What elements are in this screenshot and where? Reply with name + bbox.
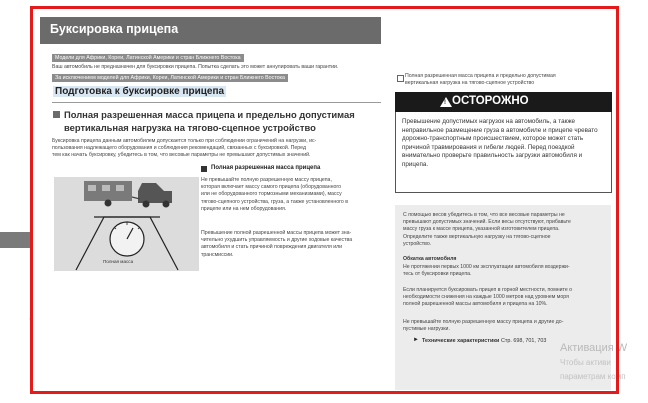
mass-line: тягово-сцепного устройства, груза, а также установленного в [201,198,348,205]
panel-line: Определите также вертикальную нагрузку на тягово-сцепное [403,233,551,240]
panel-line: Не протяжении первых 1000 км эксплуатации автомобиля воздержи- [403,264,570,270]
mass-heading: Полная разрешенная масса прицепа [211,165,321,171]
warning-text: Превышение допустимых нагрузок на автомобиль, а также неправильное размещение груза в автомобиле и прицепе чревато дорожно-транспортным происшествием, которое может стать причиной травмирования и гибели людей. Перед поездкой внимательно проверьте правильность загрузки автомобиля и прицепа. [402,118,598,168]
warning-title: ОСТОРОЖНО [452,95,529,107]
reference-arrow-icon: ► [413,337,419,343]
intro-line: Буксировка прицепа данным автомобилем допускается только при соблюдении ограничений на нагрузки, ис- [52,138,317,144]
panel-line: тесь от буксировки прицепа. [403,271,472,278]
mass-line: автомобиля и стать причиной повреждения двигателя или [201,244,343,251]
chapter-side-text: Во время движения [28,283,33,320]
subsection-title-line1: Полная разрешенная масса прицепа и предельно допустимая [64,109,355,120]
subsection-title-line2: вертикальная нагрузка на тягово-сцепное устройство [64,122,316,133]
mass-line: Превышение полной разрешенной массы прицепа может зна- [201,230,352,236]
reference-label: Технические характеристики [422,338,500,344]
region-note-1: Ваш автомобиль не предназначен для буксировки прицепа. Попытка сделать это может аннулировать ваши гарантии. [52,64,339,70]
highlight-frame [30,6,619,394]
page-title: Буксировка прицепа [50,22,179,36]
mass-line: чительно ухудшить управляемость и другие ходовые качества [201,237,353,244]
panel-line: пустимые нагрузки. [403,326,450,333]
region-tag-2: За исключением моделей для Африки, Кореи, Латинской Америки и стран Ближнего Востока [52,74,288,82]
activation-watermark-line: параметрам комп [560,372,626,381]
panel-line: полной разрешенной массы автомобиля и прицепа на 10%. [403,301,548,308]
note-line-2: вертикальная нагрузка на тягово-сцепное устройство [405,80,535,86]
panel-line: С помощью весов убедитесь в том, что все весовые параметры не [403,212,565,218]
mass-line: прицепе или на нем оборудования. [201,205,287,212]
activation-watermark-title: Активация W [560,342,628,354]
illustration-label: Полная масса [103,259,134,264]
panel-line: устройство. [403,240,432,247]
section-title: Подготовка к буксировке прицепа [55,86,225,97]
mass-line: или не оборудованного тормозными механизмами), массу [201,191,342,198]
activation-watermark-line: Чтобы активи [560,358,611,367]
panel-line: массу груза к массе прицепа, указанной изготовителем прицепа. [403,226,560,233]
panel-line: необходимости снижения на каждые 1000 метров над уровнем моря [403,294,569,301]
reference-pages: Стр. 698, 701, 703 [501,338,547,344]
mass-line: трансмиссии. [201,251,234,258]
warning-exclamation-icon: ! [444,100,446,106]
chapter-tab [0,232,33,248]
panel-line: превышают допустимых значений. Если весы отсутствуют, прибавьте [403,219,571,226]
panel-line: Если планируется буксировать прицеп в горной местности, помните о [403,287,573,293]
region-tag-1: Модели для Африки, Кореи, Латинской Америки и стран Ближнего Востока [52,54,244,62]
note-line-1: Полная разрешенная масса прицепа и предельно допустимая [405,73,556,79]
intro-line: пользования надлежащего оборудования и соблюдения рекомендаций, связанных с буксировкой. Перед [52,145,306,152]
panel-heading: Обкатка автомобиля [403,256,457,262]
mass-line: которая включает массу самого прицепа (оборудованного [201,184,342,191]
intro-line: тем как начать буксировку, убедитесь в том, что весовые параметры не превышают допустимых значений. [52,152,311,159]
panel-line: Не превышайте полную разрешенную массу прицепа и другие до- [403,319,564,325]
mass-line: Не превышайте полную разрешенную массу прицепа, [201,177,332,183]
